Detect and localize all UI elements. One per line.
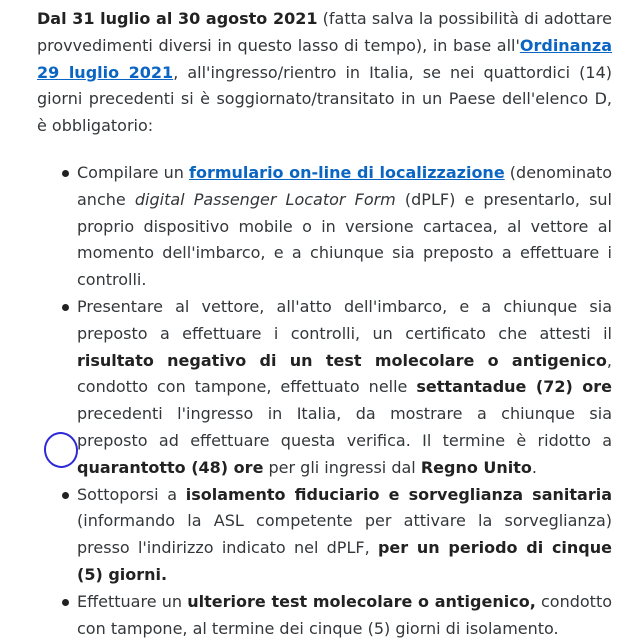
intro-paragraph <box>37 0 612 140</box>
list-item <box>37 294 612 482</box>
intro-text: (fatta salva la possibilità di adottare provvedimenti diversi in questo lasso di tempo), in base all' <box>37 9 613 55</box>
requirements-list <box>37 160 612 642</box>
item-text: (dPLF) e presentarlo, sul proprio dispositivo mobile o in versione cartacea, al vettore al momento dell'imbarco, e a chiunque sia preposto a effettuare i controlli. <box>77 189 612 290</box>
intro-text-2: , all'ingresso/rientro in Italia, se nei quattordici (14) giorni precedenti si è soggiornato/transitato in un Paese dell'elenco D, è obbligatorio: <box>37 62 613 136</box>
list-item <box>37 160 612 294</box>
bullet-icon <box>62 304 69 311</box>
item-text: , condotto con tampone, effettuato nelle <box>77 350 612 397</box>
item-bold: Regno Unito <box>420 457 532 477</box>
bullet-icon <box>62 170 69 177</box>
item-text: . <box>531 457 537 477</box>
list-item <box>37 482 612 589</box>
item-text: Compilare un <box>77 162 189 182</box>
item-bold: ulteriore test molecolare o antigenico, <box>187 591 536 611</box>
item-text: per gli ingressi dal <box>263 457 421 477</box>
bullet-icon <box>62 599 69 606</box>
item-bold: risultato negativo di un test molecolare o antigenico <box>77 350 607 370</box>
item-text: (denominato anche <box>77 162 613 209</box>
list-item <box>37 589 612 642</box>
item-text: Sottoporsi a <box>77 484 186 504</box>
ordinanza-link[interactable]: Ordinanza 29 luglio 2021 <box>37 35 612 82</box>
date-range: Dal 31 luglio al 30 agosto 2021 <box>37 9 318 28</box>
item-bold: isolamento fiduciario e sorveglianza sanitaria <box>185 484 612 504</box>
item-italic: digital Passenger Locator Form <box>134 189 396 209</box>
item-text: condotto con tampone, al termine dei cinque (5) giorni di isolamento. <box>77 591 613 638</box>
bullet-icon <box>62 492 69 499</box>
item-bold: settantadue (72) ore <box>416 377 613 397</box>
article-content <box>37 0 612 642</box>
dplf-form-link[interactable]: formulario on-line di localizzazione <box>188 162 505 182</box>
item-text: (informando la ASL competente per attivare la sorveglianza) presso l'indirizzo indicato nel dPLF, <box>77 511 612 558</box>
item-text: Effettuare un <box>77 591 188 611</box>
item-bold: per un periodo di cinque (5) giorni. <box>77 538 613 584</box>
item-text: precedenti l'ingresso in Italia, da mostrare a chiunque sia preposto ad effettuare questa verifica. Il termine è ridotto a <box>77 404 612 450</box>
item-text: Presentare al vettore, all'atto dell'imbarco, e a chiunque sia preposto a effettuare i controlli, un certificato che attesti il <box>77 296 612 343</box>
item-bold: quarantotto (48) ore <box>77 457 264 477</box>
